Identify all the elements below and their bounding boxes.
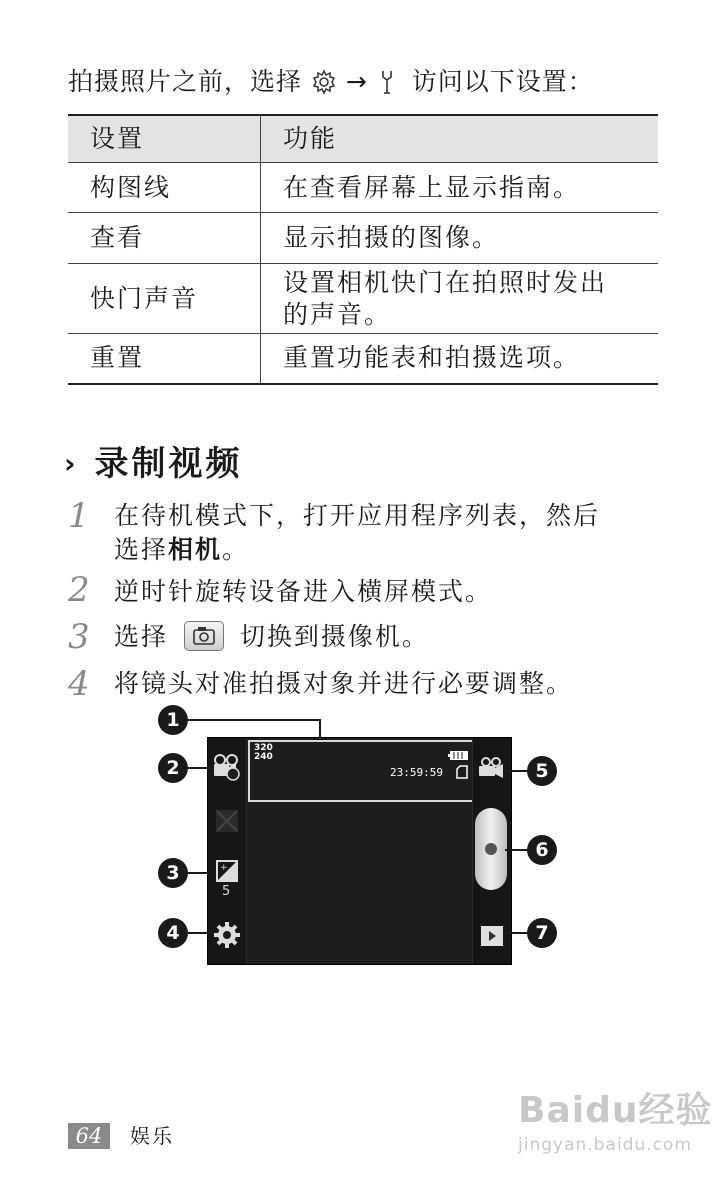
step-line-post: 切换到摄像机。 — [239, 622, 429, 651]
step-text — [114, 499, 600, 567]
camera-app-name: 相机 — [168, 535, 223, 564]
callout-7: 7 — [527, 918, 557, 948]
callout-3: 3 — [158, 858, 188, 888]
camera-switch-icon — [184, 621, 224, 651]
step-line — [114, 533, 600, 567]
step-number: 1 — [68, 496, 90, 536]
table-row — [68, 163, 658, 213]
cell-setting: 查看 — [68, 213, 261, 264]
wrench-icon — [377, 69, 403, 95]
cell-function: 显示拍摄的图像。 — [261, 213, 659, 264]
step-line-pre: 选择 — [114, 535, 169, 564]
cell-setting: 构图线 — [68, 163, 261, 213]
table-row — [68, 334, 658, 384]
gear-icon — [311, 69, 337, 95]
section-title-text: 录制视频 — [94, 444, 243, 484]
resolution-width: 320 — [254, 743, 273, 753]
step-number: 4 — [68, 664, 90, 704]
step-text: 将镜头对准拍摄对象并进行必要调整。 — [114, 669, 574, 698]
cell-function: 重置功能表和拍摄选项。 — [261, 334, 659, 384]
header-function: 功能 — [261, 115, 659, 163]
recording-timer: 23:59:59 — [390, 766, 443, 779]
step-number: 3 — [68, 617, 90, 657]
intro-after: 访问以下设置： — [411, 67, 594, 96]
footer-section-label: 娱乐 — [130, 1124, 174, 1148]
svg-text:+: + — [220, 863, 228, 873]
baidu-watermark — [518, 1082, 712, 1155]
callout-1: 1 — [158, 705, 188, 735]
step-line-post: 。 — [222, 535, 250, 564]
step-text — [114, 620, 429, 654]
step-line-pre: 选择 — [114, 622, 169, 651]
settings-table — [68, 114, 658, 385]
callout-4: 4 — [158, 918, 188, 948]
callout-lines — [150, 700, 570, 960]
table-header-row — [68, 115, 658, 163]
cell-function: 在查看屏幕上显示指南。 — [261, 163, 659, 213]
intro-arrow: → — [345, 67, 368, 96]
table-row — [68, 264, 658, 334]
page-number: 64 — [68, 1123, 110, 1149]
cell-setting: 重置 — [68, 334, 261, 384]
resolution-height: 240 — [254, 752, 273, 762]
step-text: 逆时针旋转设备进入横屏模式。 — [114, 577, 493, 606]
cell-function — [261, 264, 659, 334]
callout-5: 5 — [527, 756, 557, 786]
section-title — [64, 436, 243, 485]
chevron-right-icon: › — [64, 447, 79, 480]
callout-6: 6 — [527, 835, 557, 865]
cell-function-line2: 的声音。 — [283, 299, 392, 329]
watermark-url: jingyan.baidu.com — [518, 1135, 692, 1155]
table-row — [68, 213, 658, 264]
cell-setting: 快门声音 — [68, 264, 261, 334]
intro-before: 拍摄照片之前，选择 — [68, 67, 303, 96]
callout-2: 2 — [158, 753, 188, 783]
header-setting: 设置 — [68, 115, 261, 163]
watermark-brand: Baidu经验 — [518, 1090, 713, 1131]
step-line: 在待机模式下，打开应用程序列表，然后 — [114, 501, 601, 530]
intro-text — [68, 64, 594, 100]
exposure-value: 5 — [222, 884, 231, 899]
cell-function-line1: 设置相机快门在拍照时发出 — [283, 267, 608, 297]
step-number: 2 — [68, 570, 90, 610]
